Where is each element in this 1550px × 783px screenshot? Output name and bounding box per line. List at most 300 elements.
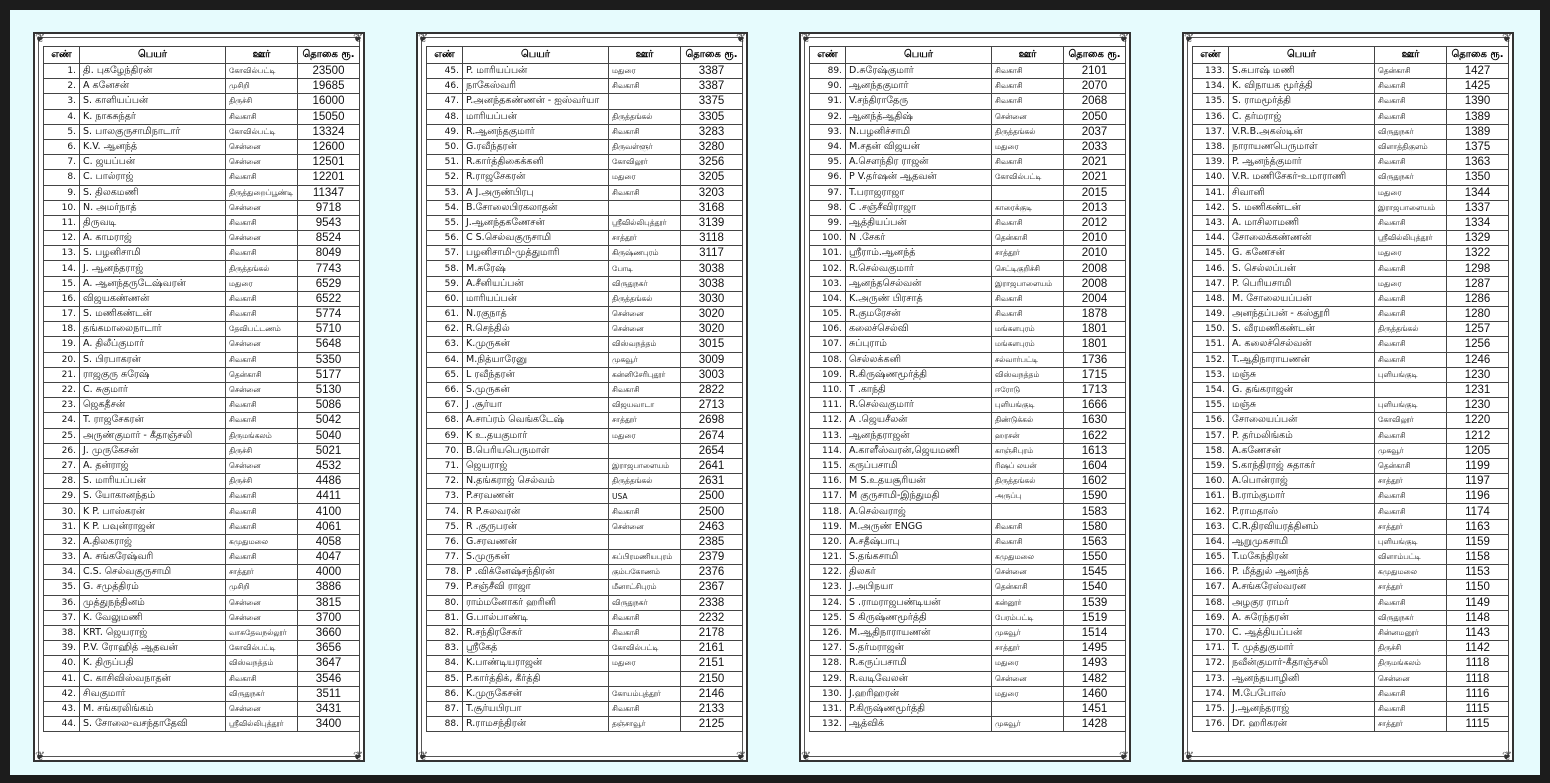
table-row — [1193, 701, 1509, 716]
ornament-corner-icon: ❦ — [34, 749, 46, 763]
table-row — [44, 686, 360, 701]
table-row — [44, 671, 360, 686]
donor-place: சென்னை — [609, 307, 681, 322]
donor-place: சாத்தூர் — [1375, 519, 1447, 534]
donor-name: J.ஆனந்தராஜ் — [1229, 701, 1375, 716]
donor-name: M.சுரேஷ் — [463, 261, 609, 276]
donor-amount: 3400 — [298, 717, 360, 732]
donor-place: சிவகாசி — [1375, 352, 1447, 367]
table-row — [810, 686, 1126, 701]
table-row — [1193, 534, 1509, 549]
table-row — [810, 337, 1126, 352]
table-row — [427, 185, 743, 200]
donor-amount: 7743 — [298, 261, 360, 276]
row-number: 81. — [427, 610, 463, 625]
ornament-corner-icon: ❦ — [800, 31, 812, 45]
donor-place: திருமங்கலம் — [1375, 656, 1447, 671]
row-number: 161. — [1193, 489, 1229, 504]
donor-amount: 1389 — [1447, 124, 1509, 139]
table-row — [1193, 595, 1509, 610]
donor-place: சாத்தூர் — [226, 565, 298, 580]
donor-name: R.குமரேசன் — [846, 307, 992, 322]
row-number: 30. — [44, 504, 80, 519]
donor-name: K. வேலுமணி — [80, 610, 226, 625]
row-number: 139. — [1193, 155, 1229, 170]
donor-amount: 3203 — [681, 185, 743, 200]
table-row — [810, 124, 1126, 139]
donor-name: A.பொன்ராஜ் — [1229, 474, 1375, 489]
table-row — [810, 155, 1126, 170]
donor-name: S கிருஷ்ணமூர்த்தி — [846, 610, 992, 625]
donor-amount: 3139 — [681, 215, 743, 230]
donor-amount: 2500 — [681, 489, 743, 504]
donor-place: சென்னை — [226, 231, 298, 246]
donor-place: செட்டிகுறிச்சி — [992, 261, 1064, 276]
table-row — [1193, 398, 1509, 413]
row-number: 83. — [427, 641, 463, 656]
donor-name: C .சஞ்சீவிராஜா — [846, 200, 992, 215]
row-number: 122. — [810, 565, 846, 580]
donor-amount: 3283 — [681, 124, 743, 139]
donor-amount: 1583 — [1064, 504, 1126, 519]
row-number: 119. — [810, 519, 846, 534]
donor-place: தென்காசி — [992, 580, 1064, 595]
donor-name: C. பால்ராஜ் — [80, 170, 226, 185]
row-number: 60. — [427, 291, 463, 306]
donor-name: S. பழனிசாமி — [80, 246, 226, 261]
row-number: 100. — [810, 231, 846, 246]
table-row — [44, 641, 360, 656]
donor-amount: 1115 — [1447, 717, 1509, 732]
donor-place: விருதுநகர் — [226, 686, 298, 701]
donor-amount: 1482 — [1064, 671, 1126, 686]
table-row — [810, 352, 1126, 367]
row-number: 38. — [44, 625, 80, 640]
table-row — [1193, 641, 1509, 656]
row-number: 123. — [810, 580, 846, 595]
donor-amount: 2463 — [681, 519, 743, 534]
donor-place: சிவகாசி — [1375, 109, 1447, 124]
donor-amount: 12201 — [298, 170, 360, 185]
table-row — [810, 641, 1126, 656]
donor-name: அழகுர ராமர் — [1229, 595, 1375, 610]
donor-place: சென்னை — [226, 155, 298, 170]
donor-place — [1375, 382, 1447, 397]
donor-name: P. ஆனந்த்குமார் — [1229, 155, 1375, 170]
table-row — [44, 322, 360, 337]
donor-amount: 6522 — [298, 291, 360, 306]
donor-place: தஞ்சாவூர் — [609, 717, 681, 732]
table-row — [427, 261, 743, 276]
donor-place — [992, 185, 1064, 200]
table-row — [427, 625, 743, 640]
row-number: 31. — [44, 519, 80, 534]
donor-place: சென்னை — [992, 109, 1064, 124]
donor-name: T.பராஜராஜா — [846, 185, 992, 200]
table-row — [1193, 519, 1509, 534]
donor-amount: 1563 — [1064, 534, 1126, 549]
donor-place: மதுரை — [1375, 185, 1447, 200]
donor-name: S.சுபாஷ் மணி — [1229, 64, 1375, 79]
table-row — [427, 413, 743, 428]
donor-place — [609, 671, 681, 686]
table-row — [44, 580, 360, 595]
table-row — [810, 185, 1126, 200]
donor-place: சிவகாசி — [992, 64, 1064, 79]
donor-amount: 2232 — [681, 610, 743, 625]
donor-place: மதுரை — [1375, 246, 1447, 261]
donor-name: S. பிரபாகரன் — [80, 352, 226, 367]
donor-amount: 1550 — [1064, 550, 1126, 565]
donor-place: விருதுநகர் — [609, 276, 681, 291]
donor-amount: 1199 — [1447, 458, 1509, 473]
row-number: 67. — [427, 398, 463, 413]
row-number: 42. — [44, 686, 80, 701]
donor-amount: 3205 — [681, 170, 743, 185]
table-row — [427, 382, 743, 397]
row-number: 66. — [427, 382, 463, 397]
table-row — [1193, 109, 1509, 124]
row-number: 72. — [427, 474, 463, 489]
row-number: 104. — [810, 291, 846, 306]
table-row — [427, 246, 743, 261]
donor-amount: 11347 — [298, 185, 360, 200]
donor-amount: 4061 — [298, 519, 360, 534]
donor-place: கோவில்பட்டி — [992, 170, 1064, 185]
donor-name: K. நாகசுந்தர் — [80, 109, 226, 124]
table-row — [1193, 580, 1509, 595]
donor-amount: 2641 — [681, 458, 743, 473]
donor-name: A.சீனியப்பன் — [463, 276, 609, 291]
row-number: 47. — [427, 94, 463, 109]
table-row — [1193, 413, 1509, 428]
donor-place: சிவகாசி — [1375, 155, 1447, 170]
donor-place: சென்னை — [609, 322, 681, 337]
table-row — [44, 155, 360, 170]
donor-place: சிவகாசி — [992, 291, 1064, 306]
row-number: 3. — [44, 94, 80, 109]
table-row — [427, 94, 743, 109]
table-row — [44, 94, 360, 109]
donor-place: சாத்தூர் — [992, 246, 1064, 261]
donor-place: சிவகாசி — [226, 215, 298, 230]
donor-place: சென்னை — [1375, 671, 1447, 686]
donor-name: C. ஜயப்பன் — [80, 155, 226, 170]
table-row — [1193, 276, 1509, 291]
donor-amount: 5350 — [298, 352, 360, 367]
donor-name: P. மீத்துல் ஆனந்த் — [1229, 565, 1375, 580]
donor-name: M.சதன் விஜயன் — [846, 139, 992, 154]
donor-table — [809, 46, 1126, 732]
donor-amount: 2338 — [681, 595, 743, 610]
row-number: 45. — [427, 64, 463, 79]
donor-amount: 1604 — [1064, 458, 1126, 473]
donor-name: ஆனந்த்ஆதிஷ் — [846, 109, 992, 124]
donor-name: K.முருகேசன் — [463, 686, 609, 701]
donor-name: P.கார்த்திக், கீர்த்தி — [463, 671, 609, 686]
table-row — [1193, 231, 1509, 246]
donor-place: விளாத்திகுளம் — [1375, 139, 1447, 154]
donor-name: M.பேபோஸ் — [1229, 686, 1375, 701]
donor-place: சென்னை — [226, 458, 298, 473]
donor-name: K. விநாயக மூர்த்தி — [1229, 79, 1375, 94]
donor-amount: 9718 — [298, 200, 360, 215]
donor-name: J .சூர்யா — [463, 398, 609, 413]
table-row — [1193, 504, 1509, 519]
donor-amount: 3305 — [681, 109, 743, 124]
donor-name: திருவடி — [80, 215, 226, 230]
donor-name: R.செல்வகுமார் — [846, 398, 992, 413]
donor-name: ஸ்ரீராம்.ஆனந்த் — [846, 246, 992, 261]
donor-amount: 2010 — [1064, 231, 1126, 246]
table-row — [427, 64, 743, 79]
donor-amount: 4532 — [298, 458, 360, 473]
donor-place: இராஜபாளையம் — [1375, 200, 1447, 215]
table-row — [1193, 155, 1509, 170]
row-number: 61. — [427, 307, 463, 322]
donor-name: P. தர்மலிங்கம் — [1229, 428, 1375, 443]
table-row — [427, 291, 743, 306]
donor-place: சிவகாசி — [1375, 701, 1447, 716]
donor-amount: 3511 — [298, 686, 360, 701]
donor-name: சிவகுமார் — [80, 686, 226, 701]
row-number: 36. — [44, 595, 80, 610]
donor-amount: 2013 — [1064, 200, 1126, 215]
donor-place: சிவகாசி — [1375, 291, 1447, 306]
donor-place: விஸ்வநத்தம் — [992, 367, 1064, 382]
row-number: 154. — [1193, 382, 1229, 397]
row-number: 107. — [810, 337, 846, 352]
row-number: 1. — [44, 64, 80, 79]
donor-amount: 1230 — [1447, 367, 1509, 382]
donor-name: ஆத்தியப்பன் — [846, 215, 992, 230]
table-row — [1193, 610, 1509, 625]
donor-place: சிவகாசி — [609, 504, 681, 519]
donor-amount: 1350 — [1447, 170, 1509, 185]
donor-amount: 1334 — [1447, 215, 1509, 230]
row-number: 41. — [44, 671, 80, 686]
row-number: 151. — [1193, 337, 1229, 352]
row-number: 111. — [810, 398, 846, 413]
ornament-corner-icon: ❦ — [735, 31, 747, 45]
donor-name: M.அருண் ENGG — [846, 519, 992, 534]
header-place: ஊர் — [609, 47, 681, 64]
row-number: 40. — [44, 656, 80, 671]
donor-amount: 5130 — [298, 382, 360, 397]
row-number: 82. — [427, 625, 463, 640]
row-number: 8. — [44, 170, 80, 185]
donor-amount: 1460 — [1064, 686, 1126, 701]
donor-amount: 3256 — [681, 155, 743, 170]
donor-place: சிவகாசி — [226, 519, 298, 534]
row-number: 117. — [810, 489, 846, 504]
table-row — [427, 610, 743, 625]
donor-place: முகவூர் — [992, 717, 1064, 732]
donor-place — [992, 504, 1064, 519]
table-row — [1193, 215, 1509, 230]
donor-amount: 1375 — [1447, 139, 1509, 154]
donor-amount: 2004 — [1064, 291, 1126, 306]
donor-place: ஈரோடு — [992, 382, 1064, 397]
row-number: 9. — [44, 185, 80, 200]
donor-name: ஆறுமுகசாமி — [1229, 534, 1375, 549]
donor-name: S.காந்திராஜ் சுதாகர் — [1229, 458, 1375, 473]
donor-amount: 1389 — [1447, 109, 1509, 124]
row-number: 6. — [44, 139, 80, 154]
donor-name: J.ஆனந்தகணேசன் — [463, 215, 609, 230]
donor-amount: 1298 — [1447, 261, 1509, 276]
table-row — [427, 337, 743, 352]
ornament-corner-icon: ❦ — [1183, 31, 1195, 45]
donor-place: காஞ்சிபுரம் — [992, 443, 1064, 458]
donor-amount: 5177 — [298, 367, 360, 382]
header-amount: தொகை ரூ. — [681, 47, 743, 64]
donor-name: S. யோகானந்தம் — [80, 489, 226, 504]
table-row — [427, 428, 743, 443]
table-row — [427, 231, 743, 246]
donor-place: மதுரை — [609, 64, 681, 79]
row-number: 156. — [1193, 413, 1229, 428]
donor-amount: 1363 — [1447, 155, 1509, 170]
table-row — [1193, 717, 1509, 732]
row-number: 98. — [810, 200, 846, 215]
row-number: 112. — [810, 413, 846, 428]
donor-place: மதுரை — [609, 170, 681, 185]
donor-amount: 1163 — [1447, 519, 1509, 534]
donor-place: கோவிலூர் — [1375, 413, 1447, 428]
table-row — [810, 443, 1126, 458]
table-row — [1193, 170, 1509, 185]
row-number: 129. — [810, 671, 846, 686]
donor-amount: 1143 — [1447, 625, 1509, 640]
donor-place: ரிஷப் லயன் — [992, 458, 1064, 473]
donor-name: P.அனந்தகண்ணன் - ஐஸ்வர்யா — [463, 94, 609, 109]
donor-name: S. செல்லப்பன் — [1229, 261, 1375, 276]
header-name: பெயர் — [463, 47, 609, 64]
table-row — [44, 443, 360, 458]
donor-name: நாராயணபெருமாள் — [1229, 139, 1375, 154]
donor-name: A. தன்ராஜ் — [80, 458, 226, 473]
table-row — [810, 231, 1126, 246]
table-row — [810, 382, 1126, 397]
donor-place: ஹரசன் — [992, 428, 1064, 443]
row-number: 153. — [1193, 367, 1229, 382]
table-row — [44, 261, 360, 276]
donor-place: மதுரை — [609, 428, 681, 443]
donor-place: மதுரை — [992, 139, 1064, 154]
donor-amount: 1205 — [1447, 443, 1509, 458]
donor-place: முகவூர் — [1375, 443, 1447, 458]
table-row — [44, 565, 360, 580]
row-number: 106. — [810, 322, 846, 337]
donor-name: D.சுரேஷ்குமார் — [846, 64, 992, 79]
donor-amount: 2379 — [681, 550, 743, 565]
row-number: 20. — [44, 352, 80, 367]
row-number: 147. — [1193, 276, 1229, 291]
donor-name: K உ.தயகுமார் — [463, 428, 609, 443]
donor-place: சாத்தூர் — [609, 231, 681, 246]
row-number: 2. — [44, 79, 80, 94]
donor-amount: 2021 — [1064, 170, 1126, 185]
header-name: பெயர் — [846, 47, 992, 64]
row-number: 5. — [44, 124, 80, 139]
donor-place: புளியங்குடி — [1375, 398, 1447, 413]
table-row — [44, 367, 360, 382]
ornament-corner-icon: ❦ — [417, 31, 429, 45]
donor-name: A. காமராஜ் — [80, 231, 226, 246]
row-number: 171. — [1193, 641, 1229, 656]
row-number: 62. — [427, 322, 463, 337]
donor-place: சிவகாசி — [609, 382, 681, 397]
donor-amount: 1713 — [1064, 382, 1126, 397]
table-row — [427, 200, 743, 215]
donor-amount: 2146 — [681, 686, 743, 701]
donor-amount: 5021 — [298, 443, 360, 458]
header-number: எண் — [427, 47, 463, 64]
table-row — [427, 307, 743, 322]
donor-place: சிவகாசி — [226, 671, 298, 686]
donor-place: முகவூர் — [992, 625, 1064, 640]
donor-name: J.ஹரிஹரன் — [846, 686, 992, 701]
table-row — [44, 291, 360, 306]
donor-name: A. ஆனந்தருடேஷ்வரன் — [80, 276, 226, 291]
donor-name: T.மகேந்திரன் — [1229, 550, 1375, 565]
donor-place: திருமங்கலம் — [226, 428, 298, 443]
donor-name: ஆனந்தயாழினி — [1229, 671, 1375, 686]
row-number: 133. — [1193, 64, 1229, 79]
donor-name: சுப்புராம் — [846, 337, 992, 352]
table-row — [427, 398, 743, 413]
row-number: 46. — [427, 79, 463, 94]
table-row — [1193, 64, 1509, 79]
donor-panel-4 — [1182, 32, 1514, 762]
donor-name: A கனேசன் — [80, 79, 226, 94]
table-row — [427, 580, 743, 595]
table-row — [1193, 671, 1509, 686]
donor-amount: 3038 — [681, 276, 743, 291]
table-row — [1193, 656, 1509, 671]
table-row — [427, 489, 743, 504]
donor-name: ஜெயராஜ் — [463, 458, 609, 473]
donor-place: சென்னை — [226, 382, 298, 397]
donor-place: விருதுநகர் — [1375, 170, 1447, 185]
donor-name: N.ரகுநாத் — [463, 307, 609, 322]
row-number: 93. — [810, 124, 846, 139]
row-number: 14. — [44, 261, 80, 276]
donor-amount: 1590 — [1064, 489, 1126, 504]
donor-place: புளியங்குடி — [992, 398, 1064, 413]
donor-amount: 5710 — [298, 322, 360, 337]
donor-place: புளியங்குடி — [1375, 534, 1447, 549]
donor-amount: 1602 — [1064, 474, 1126, 489]
row-number: 157. — [1193, 428, 1229, 443]
row-number: 97. — [810, 185, 846, 200]
table-row — [810, 519, 1126, 534]
donor-name: கருப்பசாமி — [846, 458, 992, 473]
donor-name: R.கார்த்திகைக்கனி — [463, 155, 609, 170]
donor-place: திருத்தங்கல் — [992, 124, 1064, 139]
header-amount: தொகை ரூ. — [1064, 47, 1126, 64]
donor-place: திருத்தங்கல் — [992, 474, 1064, 489]
row-number: 127. — [810, 641, 846, 656]
donor-place: சென்னை — [226, 595, 298, 610]
row-number: 114. — [810, 443, 846, 458]
donor-place: விருதுநகர் — [609, 595, 681, 610]
donor-place: கிருஷ்ணபுரம் — [609, 246, 681, 261]
donor-amount: 2037 — [1064, 124, 1126, 139]
donor-place: மங்களபுரம் — [992, 337, 1064, 352]
donor-name: ஆனந்தசெல்வன் — [846, 276, 992, 291]
